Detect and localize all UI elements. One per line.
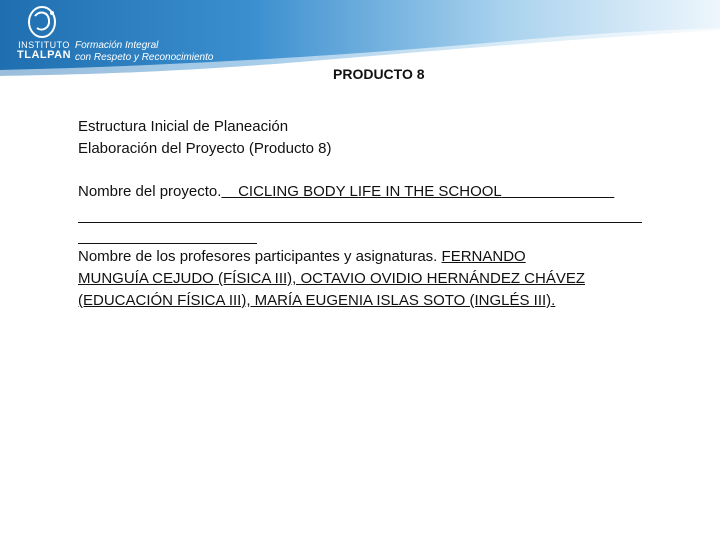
teachers-line3: (EDUCACIÓN FÍSICA III), MARÍA EUGENIA ISLAS SOTO (INGLÉS III). <box>78 292 556 309</box>
project-name-value <box>221 183 614 200</box>
logo-icon <box>22 4 62 40</box>
teachers-line1: FERNANDO <box>441 248 526 265</box>
project-name-row <box>78 183 614 200</box>
teachers-line2: MUNGUÍA CEJUDO (FÍSICA III), OCTAVIO OVIDIO HERNÁNDEZ CHÁVEZ <box>78 270 585 287</box>
project-label: Nombre del proyecto. <box>78 183 222 200</box>
teachers-label: Nombre de los profesores participantes y asignaturas. <box>78 248 438 265</box>
logo-text <box>17 40 71 60</box>
blank-rule-1 <box>78 222 642 223</box>
teachers-row <box>78 248 526 265</box>
heading-line-1: Estructura Inicial de Planeación <box>78 118 289 135</box>
logo-line2: TLALPAN <box>17 49 72 61</box>
document-title: PRODUCTO 8 <box>333 66 425 82</box>
slogan-line2: con Respeto y Reconocimiento <box>75 52 214 63</box>
slogan-line1: Formación Integral <box>75 40 159 51</box>
heading-line-2: Elaboración del Proyecto (Producto 8) <box>78 140 332 157</box>
slogan <box>75 40 213 64</box>
logo-line1: INSTITUTO <box>18 40 70 50</box>
blank-rule-2 <box>78 243 257 244</box>
project-name-text: CICLING BODY LIFE IN THE SCHOOL <box>238 183 502 200</box>
